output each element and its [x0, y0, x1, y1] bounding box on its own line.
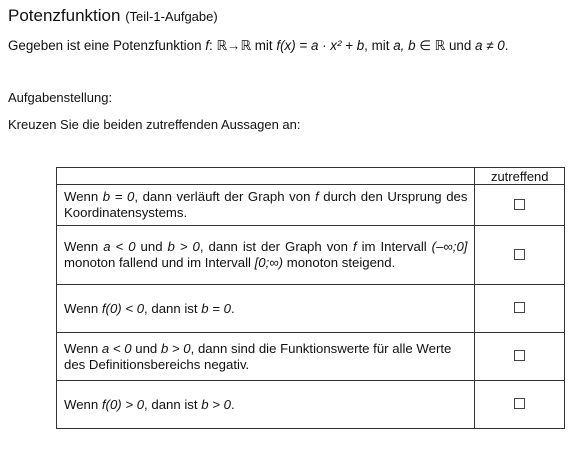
stmt-text: und	[135, 239, 168, 254]
stmt-text: .	[230, 300, 235, 316]
page-title	[8, 6, 218, 26]
column-header-zutreffend: zutreffend	[475, 168, 565, 185]
statements-table	[56, 167, 565, 429]
table-row	[57, 333, 565, 381]
stmt-math: a < 0	[103, 239, 136, 254]
stmt-text: Wenn	[64, 300, 102, 316]
table-row	[57, 185, 565, 226]
given-ab: a, b	[393, 38, 416, 53]
checkbox-5[interactable]	[514, 398, 525, 409]
stmt-text: monoton fallend und im Intervall	[64, 255, 255, 270]
instruction: Kreuzen Sie die beiden zutreffenden Aussagen an:	[8, 117, 301, 132]
checkbox-1[interactable]	[514, 199, 525, 210]
stmt-math: b = 0	[102, 189, 135, 204]
checkbox-cell-2[interactable]	[475, 226, 565, 285]
stmt-math: b > 0	[201, 396, 231, 412]
checkbox-cell-5[interactable]	[475, 381, 565, 429]
stmt-text: , dann ist der Graph von	[199, 239, 353, 254]
given-text-5: .	[504, 38, 509, 53]
stmt-text: Wenn	[64, 340, 102, 356]
stmt-text: Wenn	[64, 239, 104, 254]
stmt-text: monoton steigend.	[283, 255, 396, 270]
stmt-math: b = 0	[201, 300, 231, 316]
stmt-text: , dann verläuft der Graph von	[134, 189, 315, 204]
checkbox-cell-4[interactable]	[475, 333, 565, 381]
given-f: f	[205, 38, 210, 53]
stmt-math: f	[352, 239, 357, 254]
stmt-text: , dann ist	[144, 396, 202, 412]
stmt-math: (–∞;0]	[431, 239, 468, 254]
checkbox-cell-1[interactable]	[475, 185, 565, 226]
stmt-text: .	[230, 396, 235, 412]
checkbox-2[interactable]	[514, 249, 525, 260]
stmt-text: Wenn	[64, 189, 103, 204]
given-text-2: : ℝ→ℝ mit	[209, 38, 277, 53]
table-row	[57, 285, 565, 333]
stmt-math: f	[315, 189, 319, 204]
stmt-text: , dann ist	[144, 300, 202, 316]
table-header-empty	[57, 168, 475, 185]
given-text-3: , mit	[364, 38, 394, 53]
stmt-math: a < 0	[101, 340, 132, 356]
given-formula: f(x) = a · x² + b	[276, 38, 365, 53]
statement-5	[57, 381, 475, 429]
checkbox-3[interactable]	[514, 302, 525, 313]
statement-2	[57, 226, 475, 285]
stmt-text: im Intervall	[356, 239, 432, 254]
given-cond: a ≠ 0	[475, 38, 505, 53]
stmt-math: f(0) < 0	[101, 300, 145, 316]
statement-1	[57, 185, 475, 226]
table-row	[57, 381, 565, 429]
stmt-math: b > 0	[160, 340, 191, 356]
given-text-1: Gegeben ist eine Potenzfunktion	[8, 38, 206, 53]
stmt-text: Wenn	[64, 396, 102, 412]
checkbox-cell-3[interactable]	[475, 285, 565, 333]
table-header-row	[57, 168, 565, 185]
stmt-math: f(0) > 0	[101, 396, 145, 412]
stmt-math: b > 0	[167, 239, 200, 254]
given-statement	[8, 38, 508, 54]
checkbox-4[interactable]	[514, 350, 525, 361]
table-row	[57, 226, 565, 285]
statement-3	[57, 285, 475, 333]
given-text-4: ∈ ℝ und	[415, 38, 476, 53]
stmt-text: durch den Ursprung des Koordinatensystems.	[64, 189, 468, 220]
title-main: Potenzfunktion	[8, 6, 121, 25]
stmt-text: , dann sind die Funktionswerte für alle Werte des Definitionsbereichs negativ.	[64, 340, 452, 372]
title-sub: (Teil-1-Aufgabe)	[125, 9, 218, 24]
stmt-math: [0;∞)	[254, 255, 284, 270]
stmt-text: und	[131, 340, 161, 356]
statement-4	[57, 333, 475, 381]
section-heading: Aufgabenstellung:	[8, 90, 113, 105]
